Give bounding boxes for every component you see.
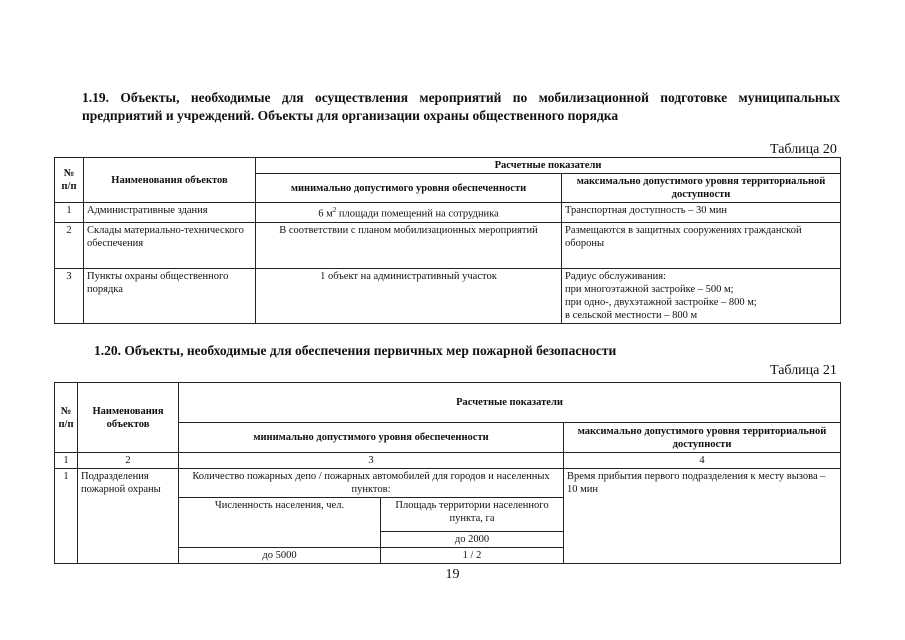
header-max: максимально допустимого уровня территориальной доступности [562, 174, 841, 203]
min-superscript: 2 [332, 206, 337, 214]
row-name: Склады материально-технического обеспечения [84, 222, 256, 268]
row-name: Административные здания [84, 203, 256, 223]
row-num: 1 [55, 203, 84, 223]
section-19-title: 1.19. Объекты, необходимые для осуществления мероприятий по мобилизационной подготовке муниципальных предприятий и учреждений. Объекты для организации охраны общественного порядка [82, 90, 840, 123]
section-20-title: 1.20. Объекты, необходимые для обеспечения первичных мер пожарной безопасности [94, 343, 617, 358]
population-value: до 5000 [179, 548, 381, 564]
row-min [256, 203, 562, 223]
table-20-label: Таблица 20 [770, 142, 837, 157]
header-name: Наименования объектов [84, 158, 256, 203]
header-num: № п/п [55, 383, 78, 453]
row-max: Радиус обслуживания: при многоэтажной застройке – 500 м; при одно-, двухэтажной застройке – 800 м; в сельской местности – 800 м [562, 268, 841, 323]
table-row [55, 222, 841, 268]
row-name: Подразделения пожарной охраны [78, 469, 179, 564]
col-number: 1 [55, 453, 78, 469]
min-title: Количество пожарных депо / пожарных автомобилей для городов и населенных пунктов: [179, 469, 564, 498]
table-21-label: Таблица 21 [770, 363, 837, 378]
row-num: 1 [55, 469, 78, 564]
col-number: 2 [78, 453, 179, 469]
area-value: до 2000 [381, 532, 564, 548]
row-name: Пункты охраны общественного порядка [84, 268, 256, 323]
area-header: Площадь территории населенного пункта, га [381, 498, 564, 532]
header-num: № п/п [55, 158, 84, 203]
row-min: 1 объект на административный участок [256, 268, 562, 323]
header-calc: Расчетные показатели [179, 383, 841, 423]
min-unit: площади помещений на сотрудника [336, 208, 499, 220]
row-min: В соответствии с планом мобилизационных мероприятий [256, 222, 562, 268]
min-value: 6 м [318, 208, 333, 220]
header-min: минимально допустимого уровня обеспеченности [179, 423, 564, 453]
header-name: Наименования объектов [78, 383, 179, 453]
page-number: 19 [445, 567, 460, 582]
row-num: 2 [55, 222, 84, 268]
row-max: Транспортная доступность – 30 мин [562, 203, 841, 223]
ratio-value: 1 / 2 [381, 548, 564, 564]
table-21 [54, 382, 841, 564]
table-20 [54, 157, 841, 324]
row-max: Размещаются в защитных сооружениях гражданской обороны [562, 222, 841, 268]
table-row [55, 203, 841, 223]
population-header: Численность населения, чел. [179, 498, 381, 548]
row-num: 3 [55, 268, 84, 323]
row-max: Время прибытия первого подразделения к месту вызова – 10 мин [564, 469, 841, 564]
table-row [55, 268, 841, 323]
header-calc: Расчетные показатели [256, 158, 841, 174]
header-min: минимально допустимого уровня обеспеченности [256, 174, 562, 203]
col-number: 4 [564, 453, 841, 469]
col-number: 3 [179, 453, 564, 469]
header-max: максимально допустимого уровня территориальной доступности [564, 423, 841, 453]
